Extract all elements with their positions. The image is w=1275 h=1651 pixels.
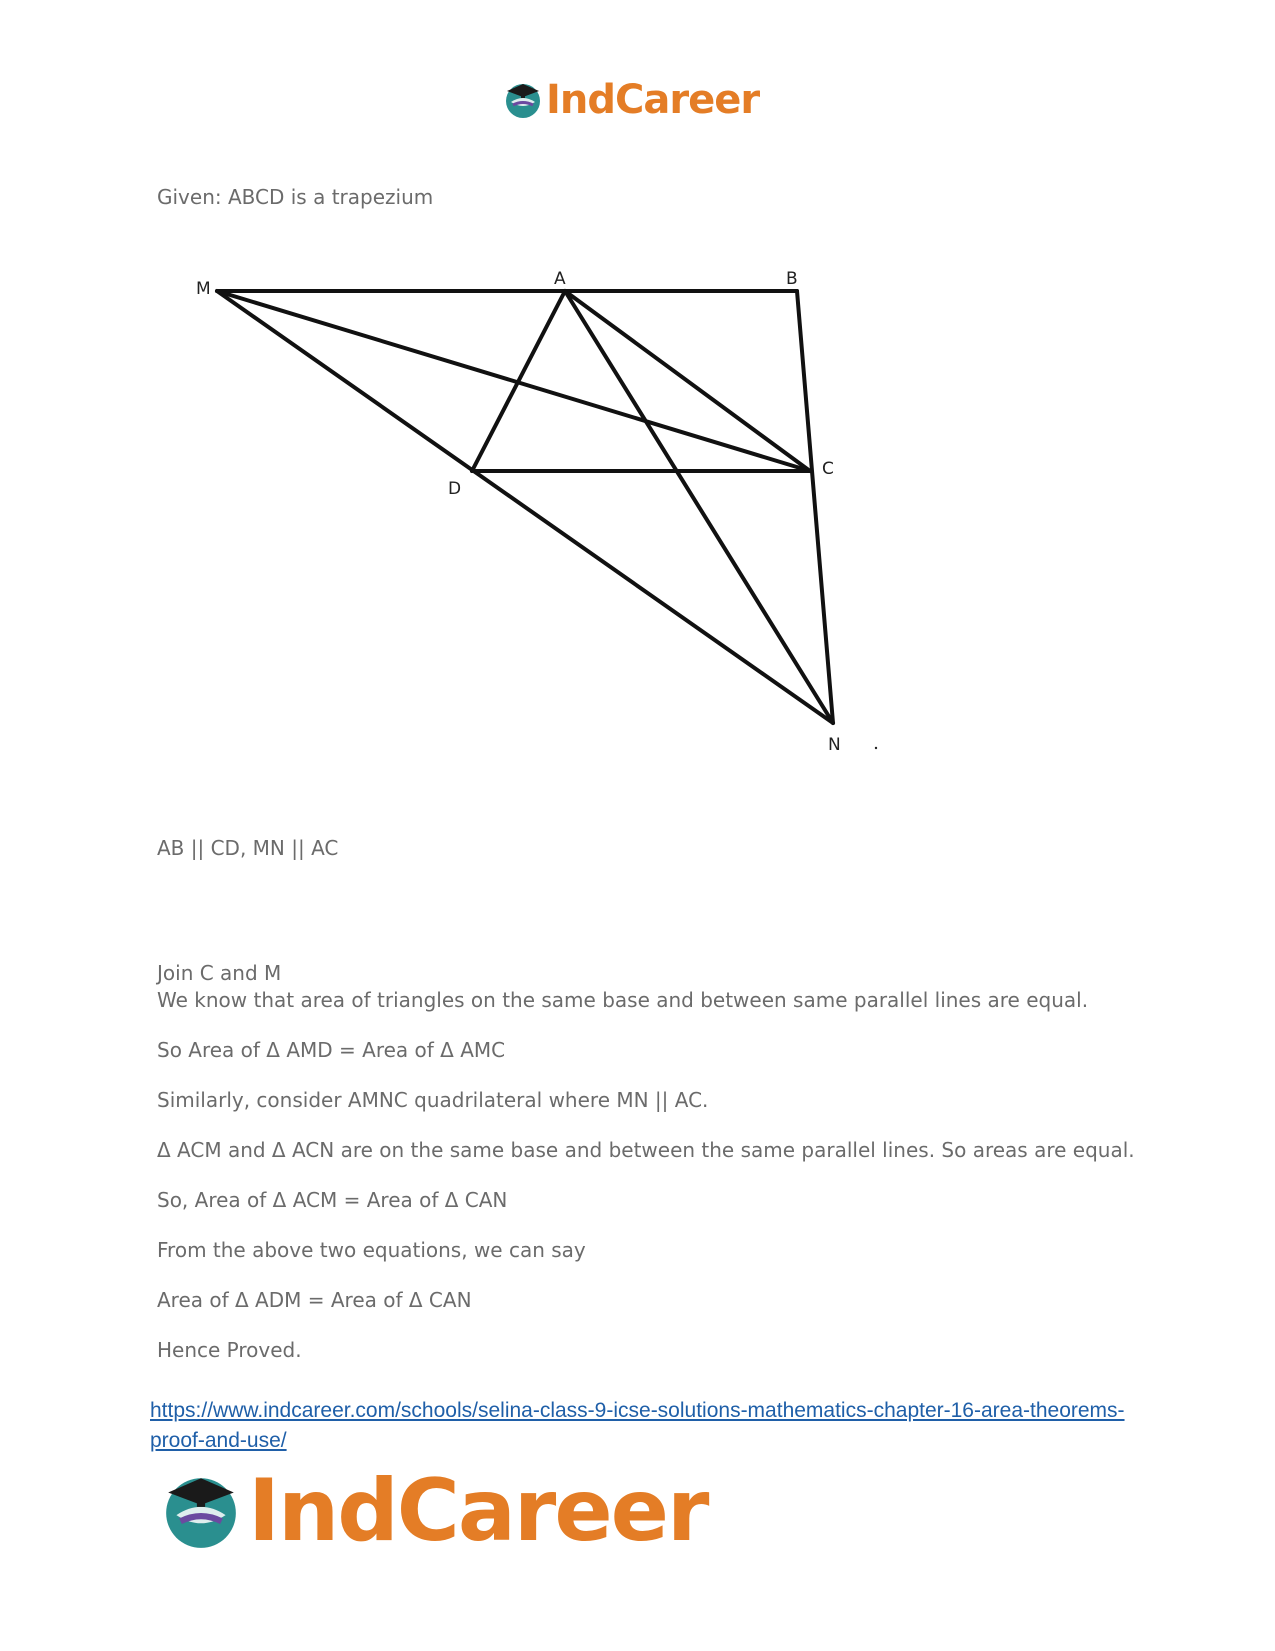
- proof-line: Area of Δ ADM = Area of Δ CAN: [157, 1288, 472, 1312]
- proof-line: From the above two equations, we can say: [157, 1238, 586, 1262]
- point-label-C: C: [822, 459, 834, 479]
- trapezium-diagram: [0, 0, 1275, 800]
- proof-line: Δ ACM and Δ ACN are on the same base and between the same parallel lines. So areas are equal.: [157, 1138, 1135, 1162]
- segment-AC: [565, 291, 810, 471]
- proof-line: So Area of Δ AMD = Area of Δ AMC: [157, 1038, 506, 1062]
- point-label-B: B: [786, 269, 798, 289]
- graduation-cap-globe-icon: [160, 1470, 242, 1552]
- proof-line: Similarly, consider AMNC quadrilateral where MN || AC.: [157, 1088, 709, 1112]
- source-link[interactable]: https://www.indcareer.com/schools/selina-class-9-icse-solutions-mathematics-chapter-16-area-theorems-proof-and-use/: [150, 1399, 1125, 1452]
- segment-AD: [472, 291, 565, 471]
- segment-AN: [565, 291, 833, 723]
- segment-MN: [217, 291, 833, 723]
- footer-logo: [160, 1461, 708, 1561]
- point-label-N: N: [828, 735, 841, 755]
- logo-text: IndCareer: [546, 77, 760, 123]
- point-label-M: M: [196, 279, 211, 299]
- proof-line: Hence Proved.: [157, 1338, 302, 1362]
- point-label-D: D: [448, 479, 462, 499]
- point-label-A: A: [554, 269, 566, 289]
- segment-MC: [217, 291, 810, 471]
- logo-text: IndCareer: [248, 1461, 708, 1561]
- proof-line: So, Area of Δ ACM = Area of Δ CAN: [157, 1188, 508, 1212]
- given-text: Given: ABCD is a trapezium: [157, 185, 434, 209]
- proof-line: We know that area of triangles on the same base and between same parallel lines are equal.: [157, 988, 1089, 1012]
- parallel-statement: AB || CD, MN || AC: [157, 836, 339, 860]
- proof-line: Join C and M: [157, 961, 282, 985]
- segment-BN: [797, 291, 833, 723]
